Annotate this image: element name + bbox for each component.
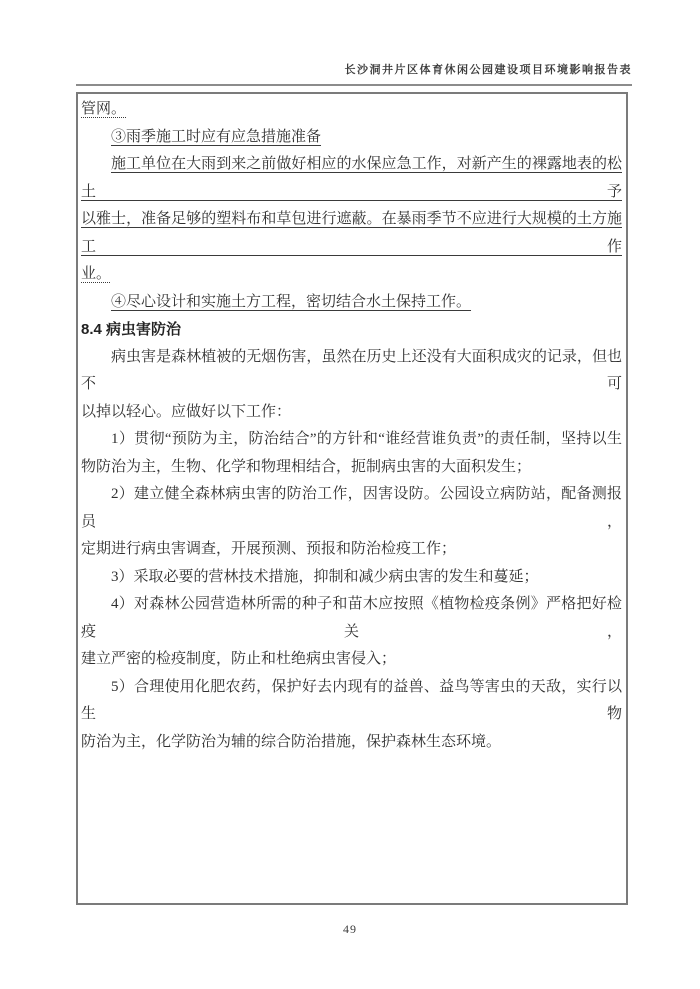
section-heading [81,316,622,344]
line-text: 5）合理使用化肥农药，保护好去内现有的益兽、益鸟等害虫的天敌，实行以生物 [81,678,622,722]
line-text: 管网。 [81,101,127,117]
document-table-cell [76,92,628,905]
line-text: ③雨季施工时应有应急措施准备 [111,128,322,145]
line-text: 1）贯彻“预防为主，防治结合”的方针和“谁经营谁负责”的责任制，坚持以生 [111,431,622,447]
text-line [81,646,622,674]
text-line [81,536,622,564]
line-text: 物防治为主，生物、化学和物理相结合，扼制病虫害的大面积发生； [81,458,532,475]
text-line [81,206,622,261]
text-line [81,564,622,592]
line-text: ④尽心设计和实施土方工程，密切结合水土保持工作。 [111,293,472,310]
line-text: 建立严密的检疫制度，防止和杜绝病虫害侵入； [81,651,397,667]
line-text: 2）建立健全森林病虫害的防治工作，因害设防。公园设立病防站，配备测报员， [81,486,622,530]
text-line [81,289,622,317]
text-line [81,96,622,124]
header-rule [76,84,632,86]
text-line [81,591,622,646]
page-number: 49 [343,922,357,936]
line-text: 业。 [81,266,112,282]
line-text: 防治为主，化学防治为辅的综合防治措施，保护森林生态环境。 [81,733,502,750]
text-line [81,151,622,206]
line-text: 以雅士，准备足够的塑料布和草包进行遮蔽。在暴雨季节不应进行大规模的土方施工作 [81,211,622,255]
text-line [81,124,622,152]
text-line [81,481,622,536]
text-line [81,261,622,289]
page-footer [0,920,700,938]
line-text: 病虫害是森林植被的无烟伤害，虽然在历史上还没有大面积成灾的记录，但也不可 [81,348,622,392]
line-text: 定期进行病虫害调查，开展预测、预报和防治检疫工作； [81,541,457,557]
line-text: 以掉以轻心。应做好以下工作： [81,403,292,420]
line-text: 3）采取必要的营林技术措施，抑制和减少病虫害的发生和蔓延； [111,568,539,585]
text-line [81,454,622,482]
text-line [81,674,622,729]
page-header [76,60,632,78]
text-line [81,426,622,454]
line-text: 施工单位在大雨到来之前做好相应的水保应急工作，对新产生的裸露地表的松土予 [81,156,622,200]
line-text: 8.4 病虫害防治 [81,321,182,338]
report-header-title: 长沙洞井片区体育休闲公园建设项目环境影响报告表 [344,64,632,76]
text-line [81,729,622,757]
text-line [81,399,622,427]
text-line [81,344,622,399]
document-lines [78,94,626,756]
line-text: 4）对森林公园营造林所需的种子和苗木应按照《植物检疫条例》严格把好检疫关， [81,596,622,640]
